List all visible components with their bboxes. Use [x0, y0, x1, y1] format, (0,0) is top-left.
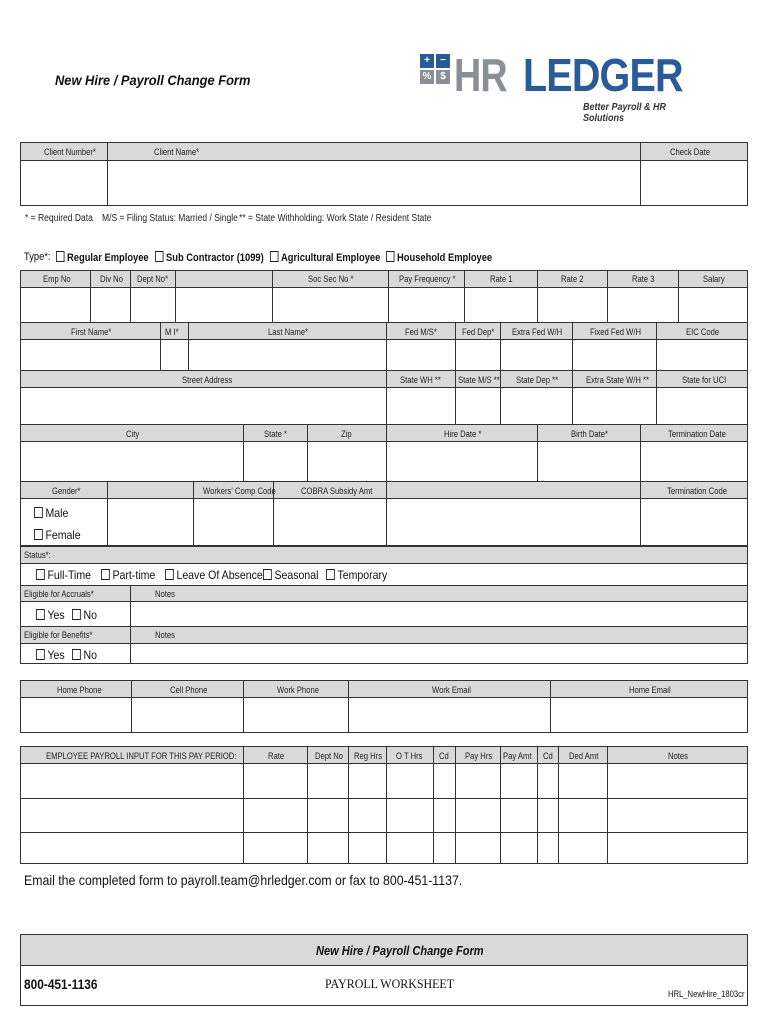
rate2-label: Rate 2 — [561, 274, 584, 284]
pay-amt-label: Pay Amt — [503, 751, 532, 761]
status-seasonal[interactable]: Seasonal — [263, 568, 318, 582]
checkbox-icon — [155, 251, 164, 262]
reg-hrs-label: Reg Hrs — [354, 751, 383, 761]
checkbox-icon — [270, 251, 279, 262]
accruals-label: Eligible for Accruals* — [24, 589, 94, 599]
checkbox-icon — [386, 251, 395, 262]
payroll-rate-label: Rate — [268, 751, 285, 761]
accruals-no[interactable]: No — [72, 608, 97, 622]
mi-label: M I* — [165, 327, 179, 337]
client-header-row — [20, 142, 748, 161]
client-number-field[interactable] — [21, 161, 107, 205]
type-agricultural[interactable]: Agricultural Employee — [270, 251, 380, 264]
first-name-label: First Name* — [71, 327, 112, 337]
client-number-label: Client Number* — [44, 147, 96, 157]
cd2-label: Cd — [543, 751, 553, 761]
state-wh-label: State WH ** — [400, 375, 441, 385]
checkbox-icon — [36, 649, 45, 660]
status-leave[interactable]: Leave Of Absence — [165, 568, 263, 582]
benefits-label: Eligible for Benefits* — [24, 630, 93, 640]
type-regular[interactable]: Regular Employee — [56, 251, 149, 264]
checkbox-icon — [101, 569, 110, 580]
type-household[interactable]: Household Employee — [386, 251, 492, 264]
hire-date-label: Hire Date * — [444, 429, 482, 439]
checkbox-icon — [36, 609, 45, 620]
checkbox-icon — [326, 569, 335, 580]
rate3-label: Rate 3 — [632, 274, 655, 284]
legend-state: ** = State Withholding: Work State / Resident State — [239, 213, 432, 224]
city-label: City — [126, 429, 140, 439]
gender-female[interactable]: Female — [34, 528, 81, 542]
ded-amt-label: Ded Amt — [569, 751, 599, 761]
hr-ledger-logo — [418, 49, 700, 124]
checkbox-icon — [165, 569, 174, 580]
state-uci-label: State for UCI — [682, 375, 727, 385]
form-title: New Hire / Payroll Change Form — [55, 72, 251, 88]
footer-title: New Hire / Payroll Change Form — [316, 943, 484, 958]
extra-fed-wh-label: Extra Fed W/H — [512, 327, 563, 337]
home-phone-label: Home Phone — [57, 685, 102, 695]
termination-code-label: Termination Code — [667, 486, 727, 496]
state-dep-label: State Dep ** — [516, 375, 559, 385]
dept-no-label: Dept No* — [137, 274, 169, 284]
benefits-notes-label: Notes — [155, 630, 175, 640]
type-subcontractor[interactable]: Sub Contractor (1099) — [155, 251, 264, 264]
checkbox-icon — [36, 569, 45, 580]
checkbox-icon — [34, 529, 43, 540]
gender-label: Gender* — [52, 486, 81, 496]
street-address-label: Street Address — [182, 375, 233, 385]
accruals-yes[interactable]: Yes — [36, 608, 65, 622]
cell-phone-label: Cell Phone — [170, 685, 208, 695]
status-part-time[interactable]: Part-time — [101, 568, 155, 582]
state-label: State * — [264, 429, 287, 439]
logo-tagline: Better Payroll & HR Solutions — [583, 102, 667, 124]
pay-frequency-label: Pay Frequency * — [399, 274, 456, 284]
logo-hr-text: HR — [454, 49, 507, 101]
checkbox-icon — [56, 251, 65, 262]
logo-ledger-text: LEDGER — [523, 49, 683, 101]
checkbox-icon — [72, 609, 81, 620]
extra-state-wh-label: Extra State W/H ** — [586, 375, 649, 385]
logo-squares-icon: + − % $ — [420, 54, 452, 102]
birth-date-label: Birth Date* — [571, 429, 609, 439]
zip-label: Zip — [341, 429, 352, 439]
check-date-field[interactable] — [641, 161, 747, 205]
check-date-label: Check Date — [670, 147, 710, 157]
legend-required: * = Required Data — [25, 213, 93, 224]
fed-dep-label: Fed Dep* — [462, 327, 495, 337]
status-temporary[interactable]: Temporary — [326, 568, 387, 582]
div-no-label: Div No — [100, 274, 123, 284]
rate1-label: Rate 1 — [490, 274, 513, 284]
checkbox-icon — [34, 507, 43, 518]
form-code: HRL_NewHire_1803cr — [668, 989, 745, 999]
work-phone-label: Work Phone — [277, 685, 319, 695]
emp-no-label: Emp No — [43, 274, 71, 284]
eic-code-label: EIC Code — [686, 327, 720, 337]
soc-sec-label: Soc Sec No * — [308, 274, 354, 284]
footer-phone: 800-451-1136 — [24, 976, 98, 992]
checkbox-icon — [263, 569, 272, 580]
pay-hrs-label: Pay Hrs — [465, 751, 493, 761]
last-name-label: Last Name* — [268, 327, 308, 337]
fed-ms-label: Fed M/S* — [405, 327, 437, 337]
gender-male[interactable]: Male — [34, 506, 68, 520]
benefits-no[interactable]: No — [72, 648, 97, 662]
type-label: Type*: — [24, 251, 51, 263]
benefits-yes[interactable]: Yes — [36, 648, 65, 662]
cd1-label: Cd — [439, 751, 449, 761]
client-name-label: Client Name* — [154, 147, 200, 157]
termination-date-label: Termination Date — [668, 429, 726, 439]
cobra-label: COBRA Subsidy Amt — [301, 486, 373, 496]
salary-label: Salary — [703, 274, 725, 284]
work-email-label: Work Email — [432, 685, 471, 695]
email-instructions: Email the completed form to payroll.team@hrledger.com or fax to 800-451-1137. — [24, 872, 463, 888]
fixed-fed-wh-label: Fixed Fed W/H — [590, 327, 642, 337]
status-label: Status*: — [24, 550, 51, 560]
workers-comp-label: Workers' Comp Code — [203, 486, 276, 496]
client-name-field[interactable] — [108, 161, 640, 205]
state-ms-label: State M/S ** — [458, 375, 500, 385]
accruals-notes-label: Notes — [155, 589, 175, 599]
payroll-notes-label: Notes — [668, 751, 688, 761]
payroll-dept-label: Dept No — [315, 751, 344, 761]
checkbox-icon — [72, 649, 81, 660]
status-full-time[interactable]: Full-Time — [36, 568, 91, 582]
home-email-label: Home Email — [629, 685, 671, 695]
payroll-worksheet-label: PAYROLL WORKSHEET — [325, 976, 455, 991]
payroll-input-label: EMPLOYEE PAYROLL INPUT FOR THIS PAY PERIOD: — [46, 751, 237, 761]
legend-filing: M/S = Filing Status: Married / Single — [102, 213, 238, 224]
ot-hrs-label: O T Hrs — [396, 751, 423, 761]
